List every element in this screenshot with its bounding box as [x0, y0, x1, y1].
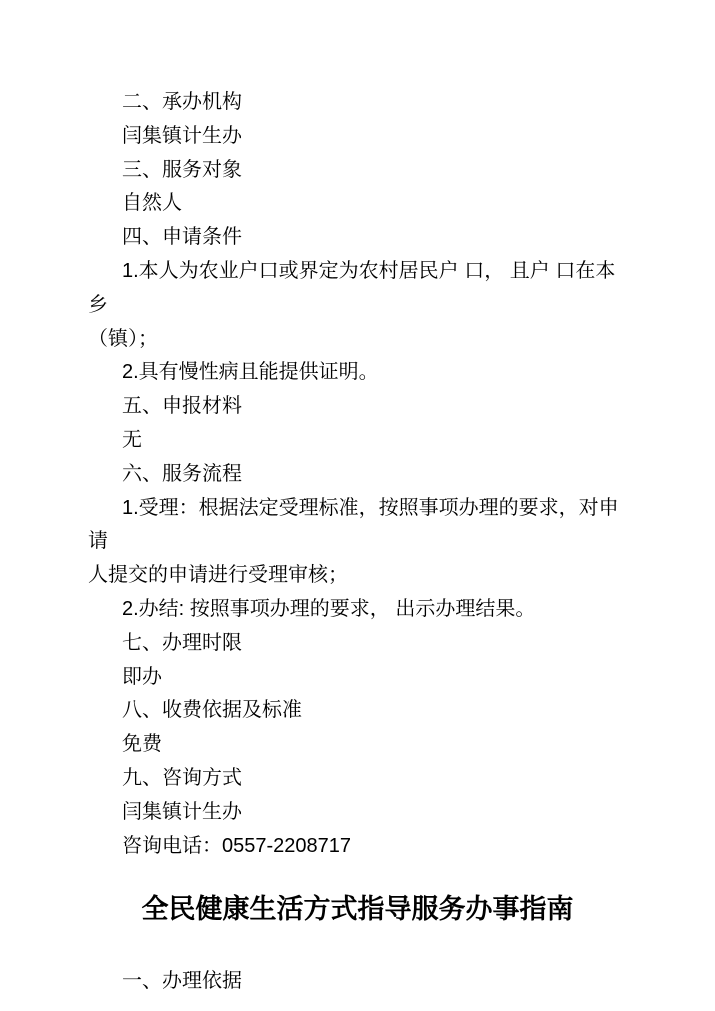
doc-line: （镇）； [88, 327, 158, 350]
section-heading: 八、收费依据及标准 [122, 699, 302, 722]
section-heading: 四、申请条件 [122, 226, 242, 249]
doc-line: 1.本人为农业户口或界定为农村居民户 口， 且户 口在本乡 [88, 259, 616, 316]
doc-line: 咨询电话：0557-2208717 [122, 834, 352, 857]
document-title: 全民健康生活方式指导服务办事指南 [141, 894, 574, 925]
section-heading: 二、承办机构 [122, 91, 242, 113]
doc-line: 自然人 [122, 192, 182, 215]
doc-line: 1.受理：根据法定受理标准，按照事项办理的要求，对申请 [88, 496, 619, 553]
doc-line: 闫集镇计生办 [122, 800, 242, 823]
doc-line: 2.具有慢性病且能提供证明。 [122, 361, 379, 384]
section-heading: 三、服务对象 [122, 158, 242, 181]
doc-line: 无 [122, 428, 142, 451]
doc-line: 2.办结: 按照事项办理的要求， 出示办理结果。 [122, 597, 536, 620]
section-heading: 一、办理依据 [122, 970, 242, 993]
section-heading: 五、申报材料 [122, 395, 242, 418]
doc-line: 闫集镇计生办 [122, 124, 242, 147]
doc-line: 免费 [122, 733, 162, 756]
section-heading: 九、咨询方式 [122, 766, 242, 789]
document-body [88, 86, 627, 999]
section-heading: 七、办理时限 [122, 631, 242, 654]
section-heading: 六、服务流程 [122, 462, 242, 485]
doc-line: 人提交的申请进行受理审核； [88, 564, 348, 587]
doc-line: 即办 [122, 665, 162, 688]
